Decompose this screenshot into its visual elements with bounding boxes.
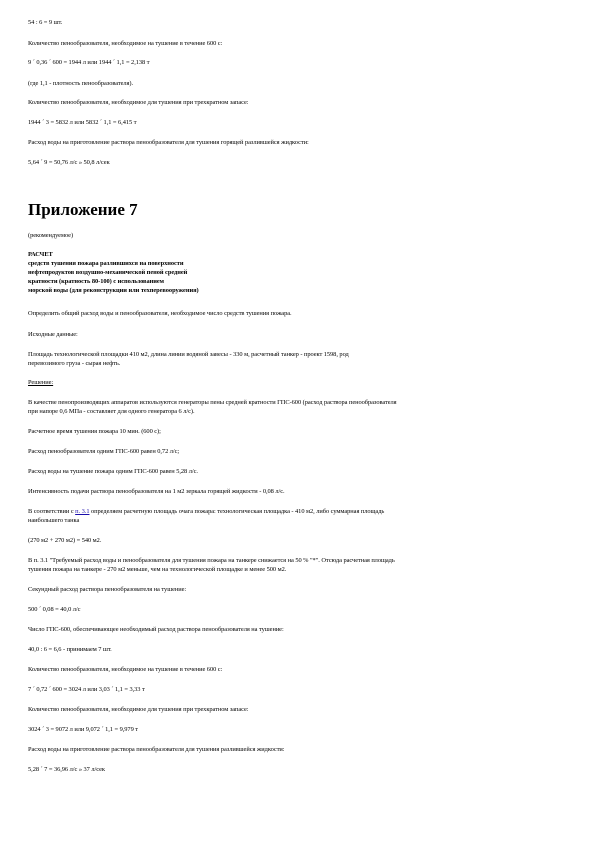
- text-line: перевозимого груза - сырая нефть.: [28, 360, 121, 367]
- text-line: Количество пенообразователя, необходимое для тушения при трехкратном запасе:: [28, 706, 249, 713]
- solution-label: Решение:: [28, 379, 54, 386]
- formula-line: 5,64 ´ 9 = 50,76 л/с » 50,8 л/сек: [28, 159, 110, 166]
- text-line: при напоре 0,6 МПа - составляет для одного генератора 6 л/с).: [28, 408, 195, 415]
- text-line: Расчетное время тушения пожара 10 мин. (600 с);: [28, 428, 161, 435]
- text-line: 54 : 6 = 9 шт.: [28, 19, 63, 26]
- calc-heading-line: средств тушения пожара разлившихся на поверхности: [28, 260, 184, 267]
- calc-heading-line: кратности (кратность 80-100) с использованием: [28, 278, 164, 285]
- text-line: Количество пенообразователя, необходимое на тушение в течение 600 с:: [28, 40, 223, 47]
- text-line: наибольшего танка: [28, 517, 80, 524]
- formula-line: 7 ´ 0,72 ´ 600 = 3024 л или 3,03 ´ 1,1 = 3,33 т: [28, 686, 145, 693]
- section-link[interactable]: п. 3.1: [75, 508, 90, 515]
- text-line: Определить общий расход воды и пенообразователя, необходимое число средств тушения пожара.: [28, 310, 292, 317]
- text-line: Площадь технологической площадки 410 м2, длина линии водяной завесы - 330 м, расчетный танкер - проект 1598, род: [28, 351, 349, 358]
- formula-line: 40,0 : 6 = 6,6 - принимаем 7 шт.: [28, 646, 112, 653]
- text-line: Расход воды на приготовление раствора пенообразователя для тушения разлившейся жидкости:: [28, 746, 285, 753]
- appendix-subtitle: (рекомендуемое): [28, 232, 74, 239]
- text-line: тушения пожара на танкере - 270 м2 меньше, чем на технологической площадке и менее 500 м2.: [28, 566, 287, 573]
- text-fragment: определяем расчетную площадь очага пожара: технологическая площадка - 410 м2, либо суммарная площадь: [89, 508, 385, 515]
- formula-line: 500 ´ 0,08 = 40,0 л/с: [28, 606, 81, 613]
- text-line: Исходные данные:: [28, 331, 78, 338]
- text-line: Количество пенообразователя, необходимое на тушение в течение 600 с:: [28, 666, 223, 673]
- text-line: Расход воды на приготовление раствора пенообразователя для тушения горящей разлившейся жидкости:: [28, 139, 309, 146]
- text-line: Интенсивность подачи раствора пенообразователя на 1 м2 зеркала горящей жидкости - 0,08 л/с.: [28, 488, 285, 495]
- formula-line: 9 ´ 0,36 ´ 600 = 1944 л или 1944 ´ 1,1 = 2,138 т: [28, 59, 150, 66]
- text-line: Количество пенообразователя, необходимое для тушения при трехкратном запасе:: [28, 99, 249, 106]
- text-line: [28, 507, 568, 516]
- text-line: Секундный расход раствора пенообразователя на тушение:: [28, 586, 187, 593]
- calc-heading-line: РАСЧЕТ: [28, 251, 53, 258]
- formula-line: 3024 ´ 3 = 9072 л или 9,072 ´ 1,1 = 9,979 т: [28, 726, 139, 733]
- formula-line: (270 м2 + 270 м2) = 540 м2.: [28, 537, 102, 544]
- text-fragment: В соответствии с: [28, 508, 76, 515]
- appendix-title: Приложение 7: [28, 200, 138, 219]
- formula-line: 5,28 ´ 7 = 36,96 л/с » 37 л/сек: [28, 766, 105, 773]
- text-line: Расход пенообразователя одним ГПС-600 равен 0,72 л/с;: [28, 448, 180, 455]
- formula-line: 1944 ´ 3 = 5832 л или 5832 ´ 1,1 = 6,415 т: [28, 119, 137, 126]
- calc-heading-line: морской воды (для реконструкции или техперевооружения): [28, 287, 199, 294]
- calc-heading-line: нефтепродуктов воздушно-механической пеной средней: [28, 269, 188, 276]
- text-line: В п. 3.1 "Требуемый расход воды и пенообразователя для тушения пожара на танкере снижается на 50 % "*". Отсюда расчетная площадь: [28, 557, 395, 564]
- text-line: Число ГПС-600, обеспечивающее необходимый расход раствора пенообразователя на тушение:: [28, 626, 284, 633]
- text-line: В качестве пенопроизводящих аппаратов используются генераторы пены средней кратности ГПС-600 (расход раствора пенообразователя: [28, 399, 397, 406]
- text-line: Расход воды на тушение пожара одним ГПС-600 равен 5,28 л/с.: [28, 468, 198, 475]
- text-line: (где 1,1 - плотность пенообразователя).: [28, 80, 134, 87]
